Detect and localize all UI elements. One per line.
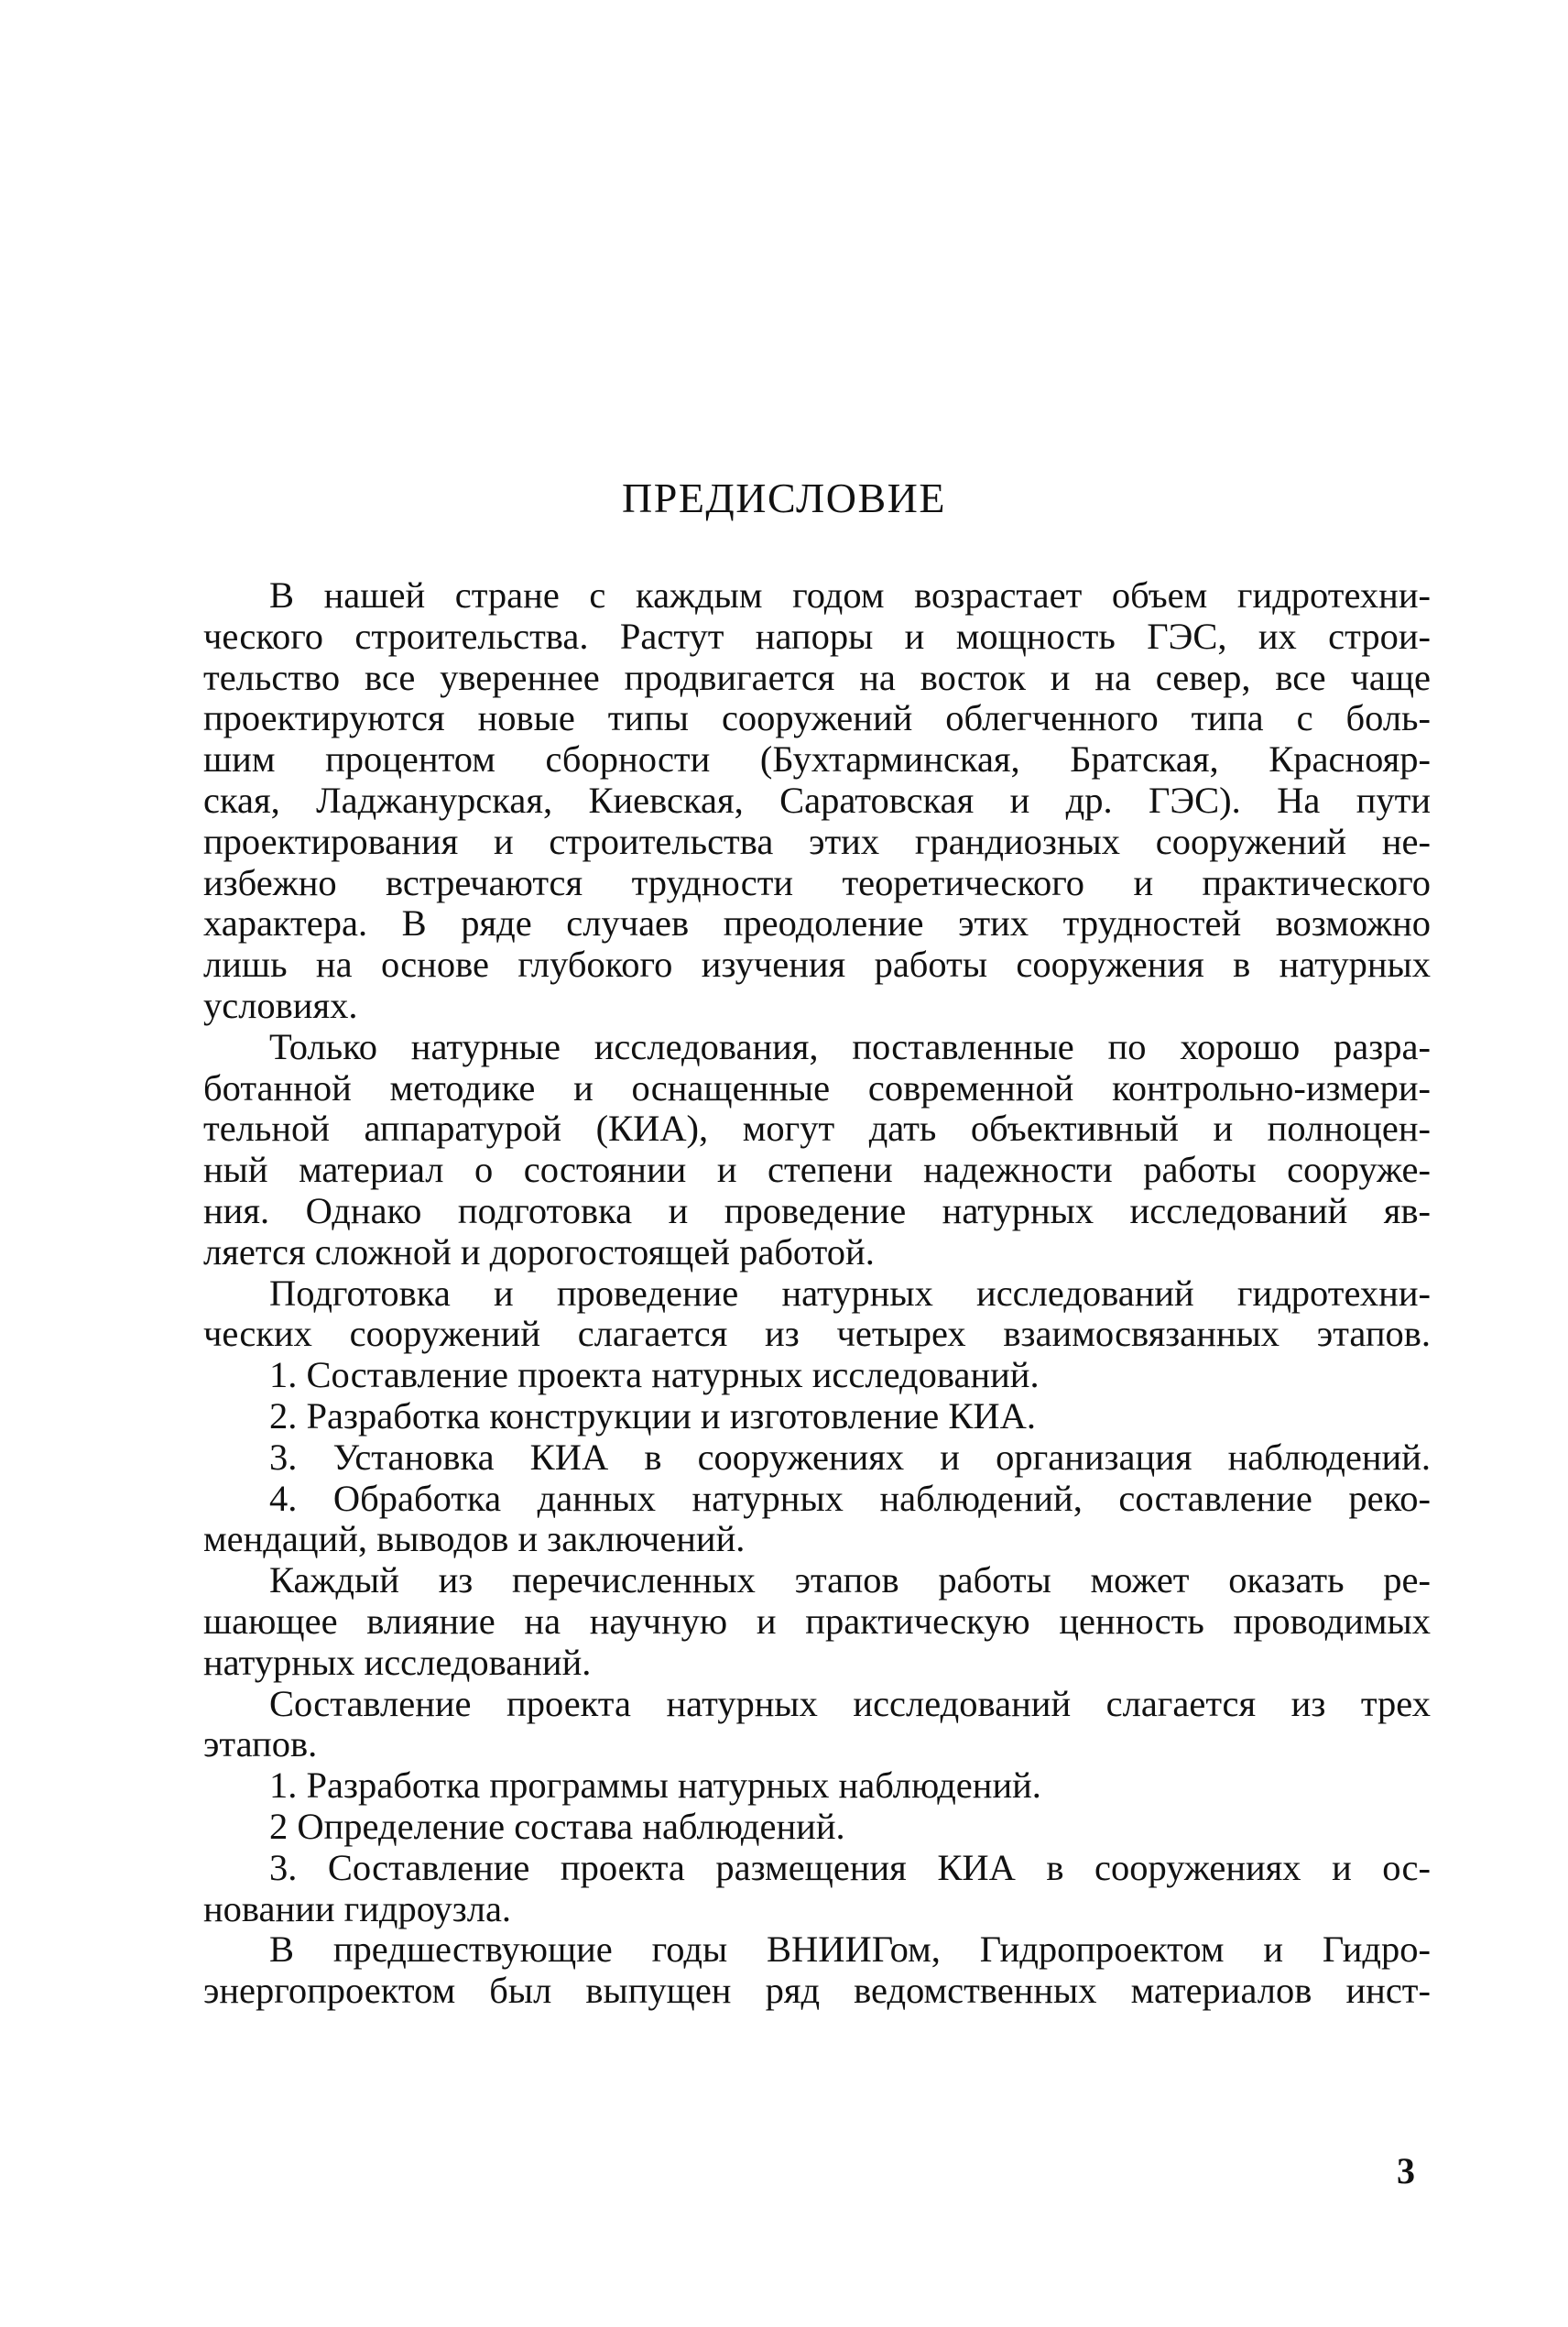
text-line: избежно встречаются трудности теоретического и практического <box>203 861 1431 903</box>
text-line: характера. В ряде случаев преодоление этих трудностей возможно <box>203 902 1431 945</box>
text-line: ния. Однако подготовка и проведение натурных исследований яв- <box>203 1189 1431 1231</box>
page-number: 3 <box>1397 2150 1415 2191</box>
text-line: натурных исследований. <box>203 1641 592 1683</box>
page-title: ПРЕДИСЛОВИЕ <box>622 475 946 521</box>
text-line: Подготовка и проведение натурных исследований гидротехни- <box>269 1272 1431 1314</box>
text-line: шающее влияние на научную и практическую ценность проводимых <box>203 1600 1431 1642</box>
text-line: ческого строительства. Растут напоры и мощность ГЭС, их строи- <box>203 615 1431 657</box>
text-line: Только натурные исследования, поставленные по хорошо разра- <box>269 1025 1431 1067</box>
text-line: 3. Составление проекта размещения КИА в сооружениях и ос- <box>269 1846 1431 1888</box>
text-line: условиях. <box>203 984 358 1026</box>
text-line: новании гидроузла. <box>203 1887 512 1929</box>
text-line: 3. Установка КИА в сооружениях и организация наблюдений. <box>269 1436 1431 1478</box>
text-line: Каждый из перечисленных этапов работы может оказать ре- <box>269 1559 1431 1601</box>
text-line: 1. Разработка программы натурных наблюдений. <box>269 1764 1041 1807</box>
text-line: шим процентом сборности (Бухтарминская, Братская, Краснояр- <box>203 738 1431 781</box>
text-line: В предшествующие годы ВНИИГом, Гидропроектом и Гидро- <box>269 1928 1431 1971</box>
text-line: тельной аппаратурой (КИА), могут дать объективный и полноцен- <box>203 1108 1431 1150</box>
text-line: ботанной методике и оснащенные современной контрольно-измери- <box>203 1066 1431 1109</box>
text-line: мендаций, выводов и заключений. <box>203 1518 746 1560</box>
text-line: В нашей стране с каждым годом возрастает объем гидротехни- <box>269 574 1431 616</box>
text-line: ляется сложной и дорогостоящей работой. <box>203 1230 875 1273</box>
text-line: 2. Разработка конструкции и изготовление КИА. <box>269 1394 1036 1437</box>
text-line: 4. Обработка данных натурных наблюдений, составление реко- <box>269 1477 1431 1519</box>
text-line: проектирования и строительства этих грандиозных сооружений не- <box>203 820 1431 862</box>
text-line: этапов. <box>203 1723 318 1765</box>
text-line: ческих сооружений слагается из четырех взаимосвязанных этапов. <box>203 1313 1431 1355</box>
text-line: тельство все увереннее продвигается на восток и на север, все чаще <box>203 656 1431 698</box>
text-line: энергопроектом был выпущен ряд ведомственных материалов инст- <box>203 1970 1431 2012</box>
text-line: ный материал о состоянии и степени надежности работы сооруже- <box>203 1149 1431 1191</box>
text-line: 2 Определение состава наблюдений. <box>269 1805 845 1847</box>
preface-body <box>203 575 1431 2012</box>
text-line: 1. Составление проекта натурных исследований. <box>269 1354 1040 1396</box>
text-line: Составление проекта натурных исследований слагается из трех <box>269 1682 1431 1724</box>
text-line: лишь на основе глубокого изучения работы сооружения в натурных <box>203 944 1431 986</box>
text-line: ская, Ладжанурская, Киевская, Саратовская и др. ГЭС). На пути <box>203 779 1431 821</box>
text-line: проектируются новые типы сооружений облегченного типа с боль- <box>203 697 1431 739</box>
